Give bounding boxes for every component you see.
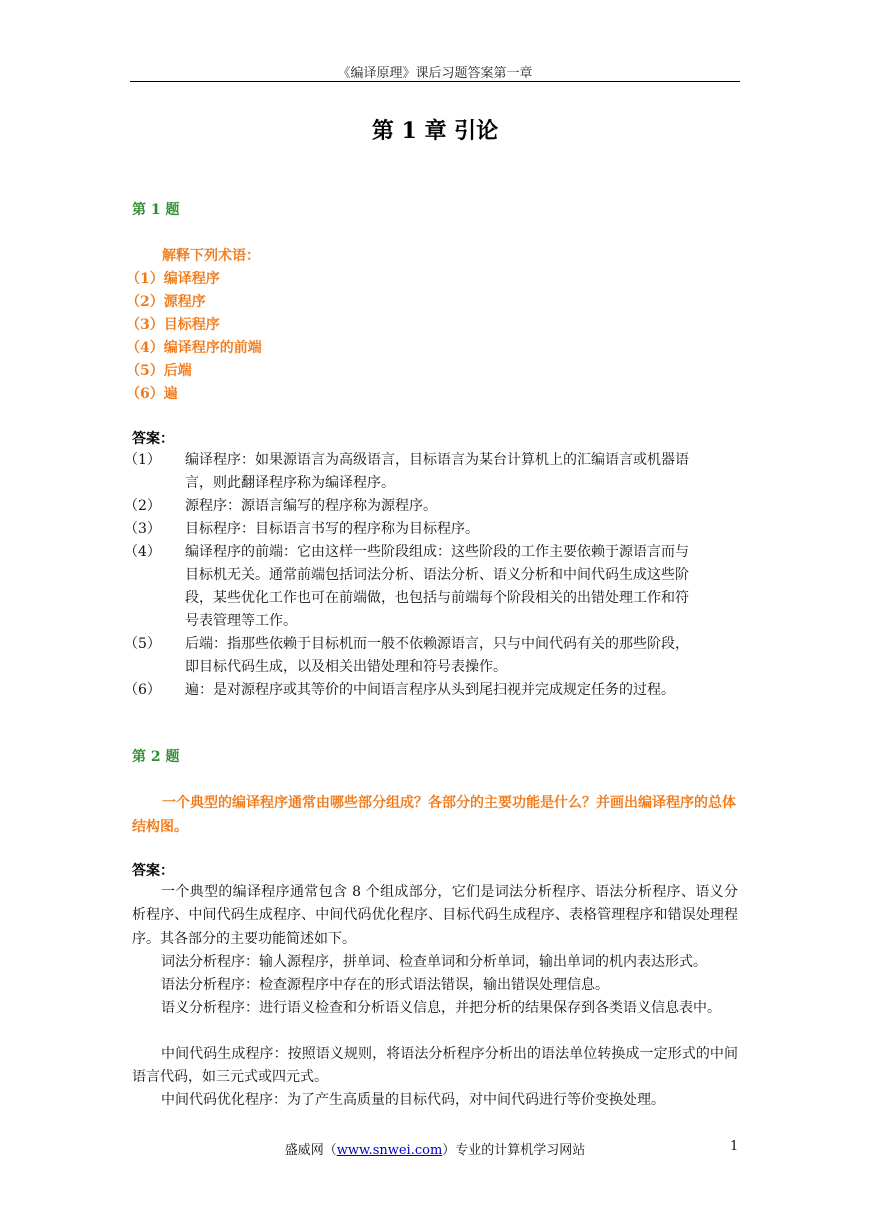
answer-number: （3） xyxy=(124,521,161,537)
answer-line: 段，某些优化工作也可在前端做，也包括与前端每个阶段相关的出错处理工作和符 xyxy=(185,590,689,606)
q2-paragraph: 中间代码优化程序：为了产生高质量的目标代码，对中间代码进行等价变换处理。 xyxy=(161,1092,665,1108)
chapter-title: 第 1 章 引论 xyxy=(371,118,499,144)
answer-line: 言，则此翻译程序称为编译程序。 xyxy=(185,475,395,491)
page-number: 1 xyxy=(730,1139,739,1154)
q2-heading: 第 2 题 xyxy=(132,749,180,765)
q2-paragraph: 词法分析程序：输人源程序，拼单词、检查单词和分析单词，输出单词的机内表达形式。 xyxy=(161,954,707,970)
answer-text xyxy=(185,449,737,495)
answer-number: （5） xyxy=(124,636,161,652)
q1-term: （4）编译程序的前端 xyxy=(126,340,262,356)
answer-text xyxy=(185,495,737,518)
q1-term: （3）目标程序 xyxy=(126,317,220,333)
q2-paragraph: 中间代码生成程序：按照语义规则，将语法分析程序分析出的语法单位转换成一定形式的中间语言代码，如三元式或四元式。 xyxy=(132,1046,738,1086)
q2-paragraph: 语法分析程序：检查源程序中存在的形式语法错误，输出错误处理信息。 xyxy=(161,977,609,993)
answer-line: 目标机无关。通常前端包括词法分析、语法分析、语义分析和中间代码生成这些阶 xyxy=(185,567,689,583)
q1-answer-label: 答案： xyxy=(132,431,174,447)
footer-website-link[interactable]: www.snwei.com xyxy=(336,1143,443,1158)
q1-term: （1）编译程序 xyxy=(126,271,220,287)
answer-line: 号表管理等工作。 xyxy=(185,613,297,629)
answer-number: （1） xyxy=(124,452,161,468)
answer-line: 源程序：源语言编写的程序称为源程序。 xyxy=(185,498,437,514)
answer-text xyxy=(185,679,737,702)
q1-term: （2）源程序 xyxy=(126,294,206,310)
answer-line: 即目标代码生成，以及相关出错处理和符号表操作。 xyxy=(185,659,507,675)
answer-text xyxy=(185,633,737,679)
q1-heading: 第 1 题 xyxy=(132,202,180,218)
answer-line: 目标程序：目标语言书写的程序称为目标程序。 xyxy=(185,521,479,537)
q2-paragraph: 语义分析程序：进行语义检查和分析语义信息，并把分析的结果保存到各类语义信息表中。 xyxy=(161,1000,721,1016)
answer-line: 编译程序：如果源语言为高级语言，目标语言为某台计算机上的汇编语言或机器语 xyxy=(185,452,689,468)
q2-question: 一个典型的编译程序通常由哪些部分组成？各部分的主要功能是什么？并画出编译程序的总体结构图。 xyxy=(132,795,736,835)
answer-number: （4） xyxy=(124,544,161,560)
footer-prefix: 盛威网（ xyxy=(284,1143,337,1158)
header-rule xyxy=(130,81,740,82)
answer-number: （2） xyxy=(124,498,161,514)
q2-answer-label: 答案： xyxy=(132,863,174,879)
q1-term: （6）遍 xyxy=(126,386,178,402)
answer-line: 后端：指那些依赖于目标机而一般不依赖源语言，只与中间代码有关的那些阶段， xyxy=(185,636,689,652)
running-header: 《编译原理》课后习题答案第一章 xyxy=(337,66,533,81)
page-footer xyxy=(130,1139,740,1158)
q1-prompt: 解释下列术语： xyxy=(162,248,260,264)
q1-term: （5）后端 xyxy=(126,363,192,379)
footer-suffix: ）专业的计算机学习网站 xyxy=(442,1143,586,1158)
answer-text xyxy=(185,541,737,633)
q2-paragraph: 一个典型的编译程序通常包含 8 个组成部分，它们是词法分析程序、语法分析程序、语义分析程序、中间代码生成程序、中间代码优化程序、目标代码生成程序、表格管理程序和错误处理程序。其各部分的主要功能简述如下。 xyxy=(132,884,738,947)
answer-number: （6） xyxy=(124,682,161,698)
answer-line: 编译程序的前端：它由这样一些阶段组成：这些阶段的工作主要依赖于源语言而与 xyxy=(185,544,689,560)
answer-text xyxy=(185,518,737,541)
answer-line: 遍：是对源程序或其等价的中间语言程序从头到尾扫视并完成规定任务的过程。 xyxy=(185,682,675,698)
